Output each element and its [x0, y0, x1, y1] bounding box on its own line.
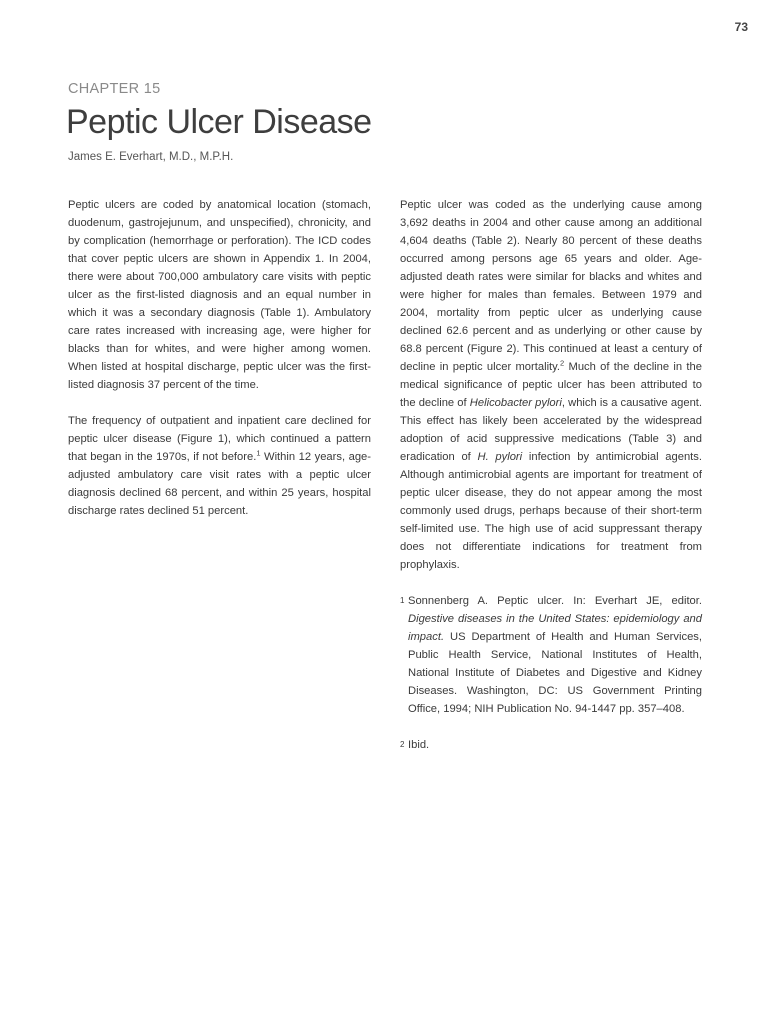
page-number: 73 — [734, 20, 748, 34]
italic-term: H. pylori — [477, 451, 523, 463]
paragraph-text: Much of the decline in the medical significance of peptic ulcer has been attributed to the decline of — [400, 361, 702, 409]
italic-term: Helicobacter pylori — [469, 397, 562, 409]
author-byline: James E. Everhart, M.D., M.P.H. — [68, 151, 234, 163]
paragraph-mortality — [400, 196, 702, 574]
footnote-text-part: Sonnenberg A. Peptic ulcer. In: Everhart JE, editor. — [408, 595, 702, 607]
paragraph-text: The frequency of outpatient and inpatient care declined for peptic ulcer disease (Figure 1), which continued a pattern that began in the 1970s, if not before. — [68, 415, 371, 463]
footnote-mark: 1 — [400, 596, 405, 605]
paragraph-ambulatory-care: Peptic ulcers are coded by anatomical location (stomach, duodenum, gastrojejunum, and unspecified), chronicity, and by complication (hemorrhage or perforation). The ICD codes that cover peptic ulcers are shown in Appendix 1. In 2004, there were about 700,000 ambulatory care visits with peptic ulcer as the first-listed diagnosis and an equal number in which it was a secondary diagnosis (Table 1). Ambulatory care rates increased with increasing age, were higher for blacks than for whites, and were higher among women. When listed at hospital discharge, peptic ulcer was the first-listed diagnosis 37 percent of the time. — [68, 199, 371, 391]
footnote-reference: 2 — [560, 358, 565, 368]
left-text-column — [68, 196, 371, 538]
footnote-text — [408, 592, 702, 718]
footnote-1 — [400, 592, 702, 718]
footnote-text: Ibid. — [408, 739, 430, 751]
right-text-column — [400, 196, 702, 772]
footnote-italic-title: Digestive diseases in the United States: epidemiology and impact. — [408, 613, 702, 643]
paragraph-text: , which is a causative agent. This effect has likely been accelerated by the widespread adoption of acid suppressive medications (Table 3) and eradication of — [400, 397, 703, 463]
footnote-text-part: US Department of Health and Human Services, Public Health Service, National Institutes of Health, National Institute of Diabetes and Digestive and Kidney Diseases. Washington, DC: US Government Printing Office, 1994; NIH Publication No. 94-1447 pp. 357–408. — [408, 631, 702, 715]
footnote-mark: 2 — [400, 740, 405, 749]
footnote-2 — [400, 736, 702, 754]
paragraph-text: Within 12 years, age-adjusted ambulatory care visit rates with a peptic ulcer diagnosis declined 68 percent, and within 25 years, hospital discharge rates declined 51 percent. — [68, 451, 371, 517]
chapter-label: CHAPTER 15 — [68, 81, 161, 97]
footnote-reference: 1 — [256, 448, 261, 458]
paragraph-text: infection by antimicrobial agents. Although antimicrobial agents are important for treatment of peptic ulcer disease, they do not appear among the most commonly used drugs, perhaps because of their short-term self-limited use. The high use of acid suppressant therapy does not differentiate indications for treatment from prophylaxis. — [400, 451, 702, 571]
chapter-title: Peptic Ulcer Disease — [66, 103, 372, 141]
paragraph-text: Peptic ulcer was coded as the underlying cause among 3,692 deaths in 2004 and other cause among an additional 4,604 deaths (Table 2). Nearly 80 percent of these deaths occurred among persons age 65 years and older. Age-adjusted death rates were similar for blacks and whites and were higher for males than females. Between 1979 and 2004, mortality from peptic ulcer as underlying cause declined 62.6 percent and as underlying or other cause by 68.8 percent (Figure 2). This continued at least a century of decline in peptic ulcer mortality. — [400, 199, 702, 373]
paragraph-care-decline — [68, 412, 371, 520]
